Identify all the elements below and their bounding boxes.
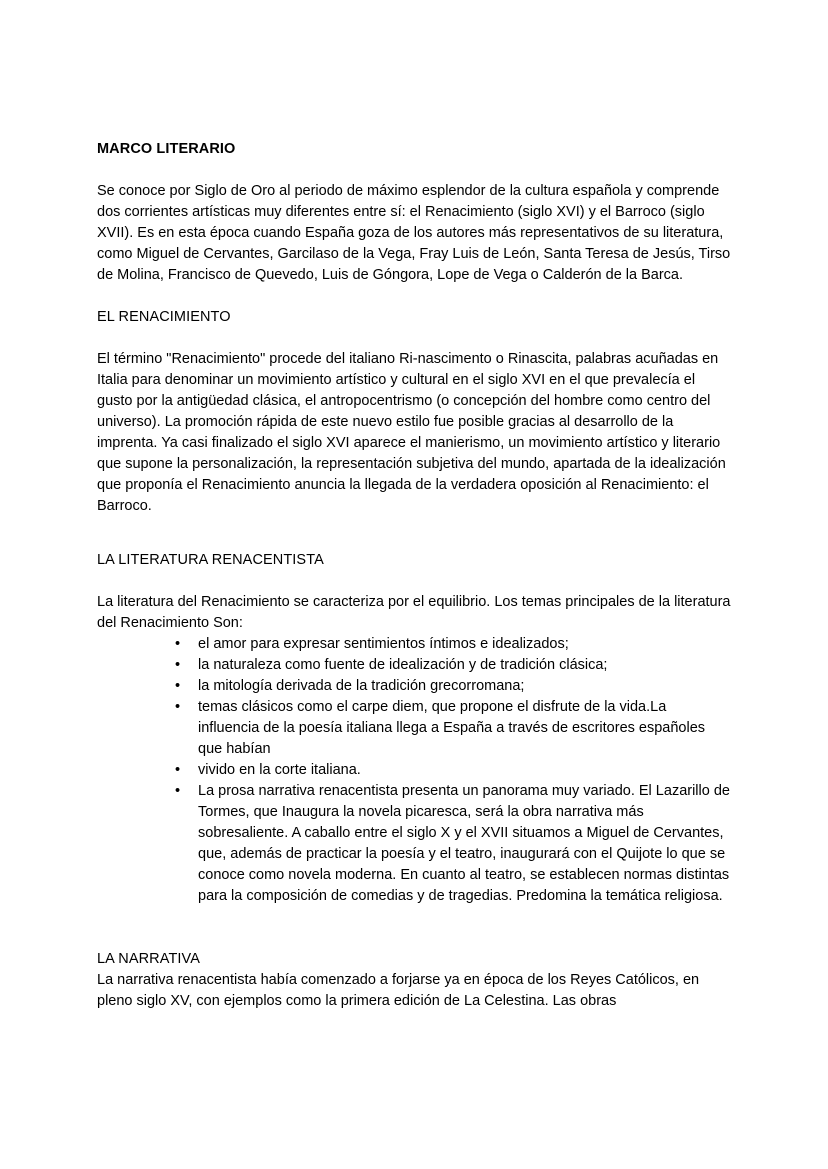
list-item-text: la naturaleza como fuente de idealización y de tradición clásica; — [198, 657, 608, 673]
page-title: MARCO LITERARIO — [97, 141, 236, 157]
list-item-text: la mitología derivada de la tradición grecorromana; — [198, 678, 525, 694]
spacer — [97, 928, 731, 949]
spacer — [97, 286, 731, 307]
list-item — [97, 697, 731, 760]
list-item-text: temas clásicos como el carpe diem, que propone el disfrute de la vida.La influencia de la poesía italiana llega a España a través de escritores españoles que habían — [198, 699, 706, 757]
spacer — [97, 517, 731, 538]
document-body — [97, 139, 731, 1012]
spacer — [97, 538, 731, 550]
list-item-text: vivido en la corte italiana. — [198, 762, 361, 778]
spacer — [97, 571, 731, 592]
section-heading-literatura-renacentista: LA LITERATURA RENACENTISTA — [97, 552, 324, 568]
list-item — [97, 634, 731, 655]
spacer — [97, 160, 731, 181]
bullet-icon: • — [175, 699, 181, 715]
bullet-icon: • — [175, 657, 181, 673]
list-item-text: el amor para expresar sentimientos íntimos e idealizados; — [198, 636, 569, 652]
list-item — [97, 781, 731, 907]
renacimiento-paragraph-1: El término "Renacimiento" procede del italiano Ri-nascimento o Rinascita, palabras acuñadas en Italia para denominar un movimiento artístico y cultural en el siglo XVI en el que prevalecía el gusto por la antigüedad clásica, el antropocentrismo (o concepción del hombre como centro del universo). La promoción rápida de este nuevo estilo fue posible gracias al desarrollo de la imprenta. Ya casi finalizado el siglo XVI aparece el manierismo, un movimiento artístico y literario que supone la personalización, la representación subjetiva del mundo, apartada de la idealización que proponía el Renacimiento anuncia la llegada de la verdadera oposición al Renacimiento: el — [97, 351, 726, 493]
spacer — [97, 907, 731, 928]
renacimiento-themes-list — [97, 634, 731, 907]
list-item — [97, 676, 731, 697]
bullet-icon: • — [175, 636, 181, 652]
list-item — [97, 655, 731, 676]
intro-paragraph: Se conoce por Siglo de Oro al periodo de máximo esplendor de la cultura española y comprende dos corrientes artísticas muy diferentes entre sí: el Renacimiento (siglo XVI) y el Barroco (siglo XVII). Es en esta época cuando España goza de los autores más representativos de su literatura, como Miguel de Cervantes, Garcilaso de la Vega, Fray Luis de León, Santa Teresa de Jesús, Tirso de Molina, Francisco de Quevedo, Luis de Góngora, Lope de Vega o Calderón de la Barca. — [97, 183, 731, 283]
section-heading-renacimiento: EL RENACIMIENTO — [97, 309, 231, 325]
spacer — [97, 328, 731, 349]
bullet-icon: • — [175, 783, 181, 799]
bullet-icon: • — [175, 678, 181, 694]
renacimiento-paragraph-2: Barroco. — [97, 498, 152, 514]
section-heading-narrativa: LA NARRATIVA — [97, 951, 200, 967]
literatura-renacentista-paragraph-1: La literatura del Renacimiento se caracteriza por el equilibrio. Los temas principales de la literatura del Renacimiento Son: — [97, 594, 731, 631]
list-item — [97, 760, 731, 781]
narrativa-paragraph-1: La narrativa renacentista había comenzado a forjarse ya en época de los Reyes Católicos, en pleno siglo XV, con ejemplos como la primera edición de La Celestina. Las obras — [97, 972, 700, 1009]
list-item-text: La prosa narrativa renacentista presenta un panorama muy variado. El Lazarillo de Tormes, que Inaugura la novela picaresca, será la obra narrativa más sobresaliente. A caballo entre el siglo X y el XVII situamos a Miguel de Cervantes, que, además de practicar la poesía y el teatro, inaugurará con el Quijote lo que se conoce como novela moderna. En cuanto al teatro, se establecen normas distintas para la composición de comedias y de tragedias. Predomina la temática religiosa. — [198, 783, 730, 904]
bullet-icon: • — [175, 762, 181, 778]
